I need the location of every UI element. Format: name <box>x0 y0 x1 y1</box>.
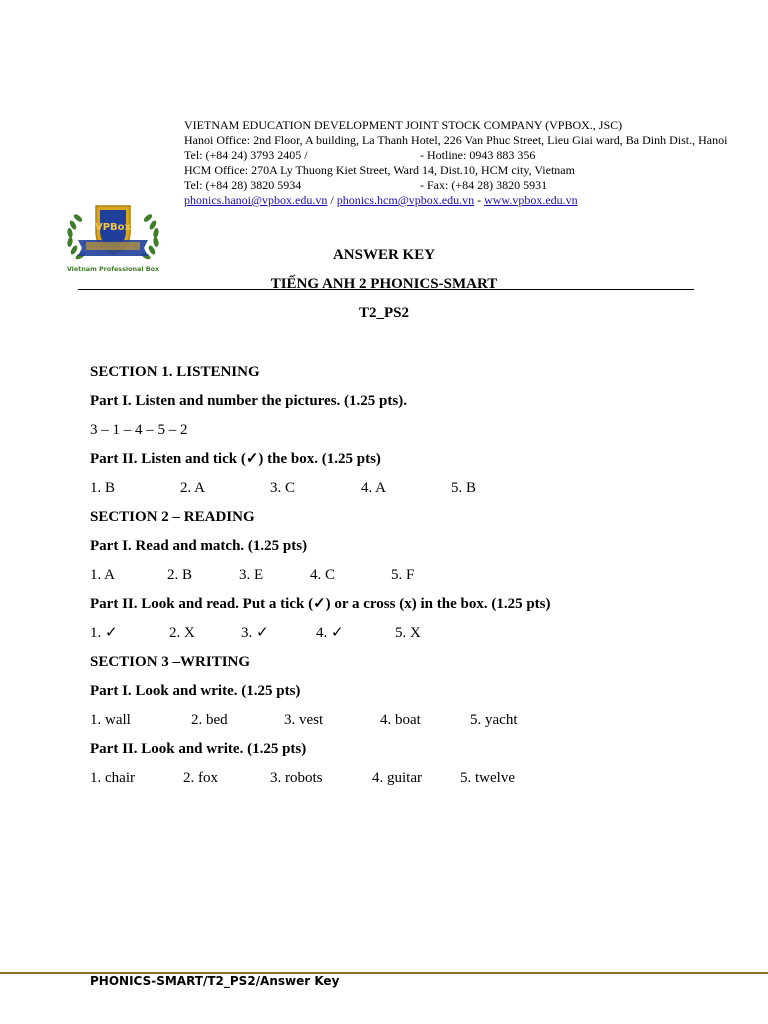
section-1-heading: SECTION 1. LISTENING <box>90 364 260 380</box>
section-1-part-2-answers <box>90 478 750 507</box>
answer-item: 1. B <box>90 480 116 496</box>
logo-shield-text: VPBox <box>94 222 132 233</box>
link-separator: / <box>327 193 337 207</box>
answer-item: 2. A <box>180 480 206 496</box>
answer-item: 3. robots <box>270 770 323 786</box>
hcm-office-address: HCM Office: 270A Ly Thuong Kiet Street, Ward 14, Dist.10, HCM city, Vietnam <box>184 163 575 177</box>
email-hanoi-link[interactable]: phonics.hanoi@vpbox.edu.vn <box>184 193 328 207</box>
test-code: T2_PS2 <box>358 305 409 321</box>
company-name: VIETNAM EDUCATION DEVELOPMENT JOINT STOCK COMPANY (VPBOX., JSC) <box>184 118 623 132</box>
answer-item: 2. B <box>167 567 193 583</box>
section-3-part-1-heading: Part I. Look and write. (1.25 pts) <box>90 683 301 699</box>
footer-label: PHONICS-SMART/T2_PS2/Answer Key <box>90 974 340 988</box>
subject-title: TIẾNG ANH 2 PHONICS-SMART <box>270 276 498 292</box>
answer-item: 3. C <box>270 480 296 496</box>
section-1-part-1-answers: 3 – 1 – 4 – 5 – 2 <box>90 422 188 438</box>
answer-item: 3. vest <box>284 712 324 728</box>
section-2-part-2-heading: Part II. Look and read. Put a tick (✓) or a cross (x) in the box. (1.25 pts) <box>90 596 551 612</box>
answer-item: 5. X <box>395 625 421 641</box>
hanoi-office-address: Hanoi Office: 2nd Floor, A building, La Thanh Hotel, 226 Van Phuc Street, Lieu Giai ward, Ba Dinh Dist., Hanoi <box>184 133 728 147</box>
logo-caption: Vietnam Professional Box <box>66 265 160 273</box>
section-1-part-1-heading: Part I. Listen and number the pictures. (1.25 pts). <box>90 393 407 409</box>
link-separator: - <box>474 193 485 207</box>
hcm-contact <box>184 178 727 193</box>
answer-item: 1. chair <box>90 770 135 786</box>
answer-key-title: ANSWER KEY <box>332 247 436 263</box>
hanoi-contact <box>184 148 727 163</box>
answer-item: 4. ✓ <box>316 625 344 641</box>
section-1-part-2-heading: Part II. Listen and tick (✓) the box. (1.25 pts) <box>90 451 381 467</box>
answer-item: 4. guitar <box>372 770 422 786</box>
answer-item: 3. E <box>239 567 264 583</box>
section-2-part-1-answers <box>90 565 750 594</box>
answer-item: 5. B <box>451 480 477 496</box>
answer-item: 4. A <box>361 480 387 496</box>
answer-item: 5. twelve <box>460 770 515 786</box>
website-link[interactable]: www.vpbox.edu.vn <box>484 193 578 207</box>
section-3-heading: SECTION 3 –WRITING <box>90 654 251 670</box>
hanoi-hotline: - Hotline: 0943 883 356 <box>420 148 536 162</box>
answer-item: 5. yacht <box>470 712 518 728</box>
answer-item: 1. ✓ <box>90 625 118 641</box>
answer-item: 3. ✓ <box>241 625 269 641</box>
section-3-part-2-answers <box>90 768 750 797</box>
answer-item: 2. X <box>169 625 195 641</box>
answer-item: 1. wall <box>90 712 131 728</box>
answer-item: 2. fox <box>183 770 218 786</box>
answer-key-body <box>90 362 750 797</box>
company-header <box>184 118 727 208</box>
answer-item: 5. F <box>391 567 415 583</box>
title-divider <box>78 289 694 290</box>
section-3-part-2-heading: Part II. Look and write. (1.25 pts) <box>90 741 307 757</box>
hcm-fax: - Fax: (+84 28) 3820 5931 <box>420 178 548 192</box>
section-2-part-2-answers <box>90 623 750 652</box>
hanoi-tel: Tel: (+84 24) 3793 2405 / <box>184 148 308 162</box>
hcm-tel: Tel: (+84 28) 3820 5934 <box>184 178 302 192</box>
answer-item: 4. boat <box>380 712 421 728</box>
answer-item: 1. A <box>90 567 116 583</box>
section-3-part-1-answers <box>90 710 750 739</box>
answer-item: 4. C <box>310 567 336 583</box>
section-2-part-1-heading: Part I. Read and match. (1.25 pts) <box>90 538 308 554</box>
section-2-heading: SECTION 2 – READING <box>90 509 255 525</box>
email-hcm-link[interactable]: phonics.hcm@vpbox.edu.vn <box>336 193 475 207</box>
contact-links <box>184 193 727 208</box>
vpbox-laurel-logo-icon <box>60 198 166 276</box>
answer-item: 2. bed <box>191 712 228 728</box>
